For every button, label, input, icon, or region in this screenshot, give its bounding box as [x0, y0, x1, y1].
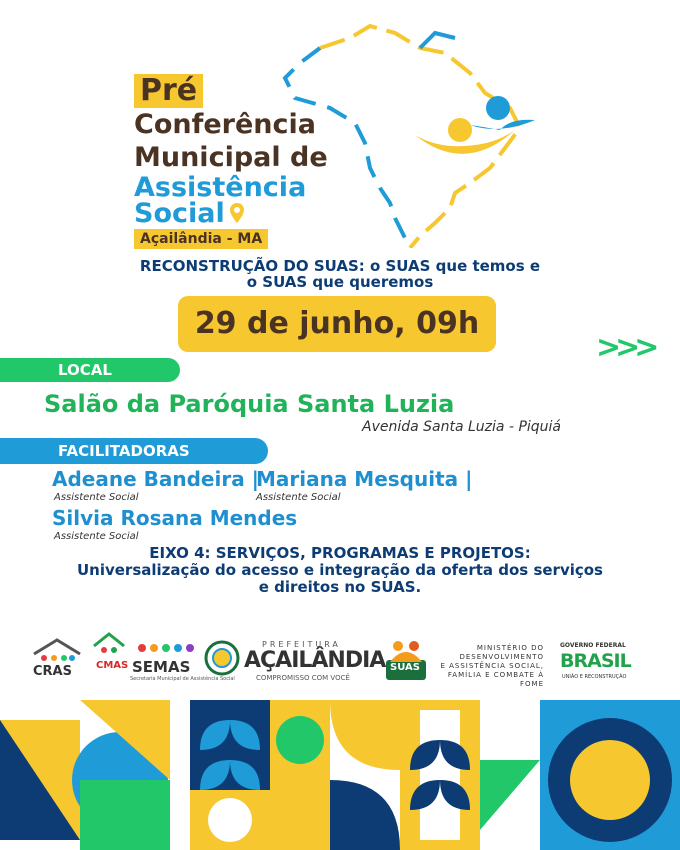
- title-assistencia: Assistência: [134, 172, 307, 203]
- local-label: LOCAL: [0, 358, 180, 382]
- ministerio-line-3: E ASSISTÊNCIA SOCIAL,: [440, 662, 544, 670]
- axis-text: [20, 545, 660, 596]
- suas-text: SUAS: [390, 662, 420, 673]
- geometric-pattern-band: [0, 700, 680, 850]
- axis-line-2: Universalização do acesso e integração da oferta dos serviços: [76, 561, 603, 579]
- prefeitura-text: PREFEITURA: [262, 640, 341, 649]
- acailandia-logo-text: AÇAILÂNDIA: [244, 648, 386, 673]
- cmas-logo: [92, 632, 126, 662]
- cmas-text: CMAS: [96, 660, 129, 671]
- axis-line-1: EIXO 4: SERVIÇOS, PROGRAMAS E PROJETOS:: [149, 544, 531, 562]
- uniao-text: UNIÃO E RECONSTRUÇÃO: [562, 674, 627, 680]
- municipal-seal: [204, 640, 240, 676]
- facilitator-name-1: Adeane Bandeira |: [52, 467, 259, 491]
- semas-subtitle: Secretaria Municipal de Assistência Social: [130, 676, 235, 682]
- facilitator-name-3: Silvia Rosana Mendes: [52, 506, 298, 530]
- facilitator-role-2: Assistente Social: [256, 492, 341, 503]
- ministerio-line-1: MINISTÉRIO DO: [476, 644, 544, 652]
- semas-text: SEMAS: [132, 658, 191, 676]
- venue-name: Salão da Paróquia Santa Luzia: [44, 390, 455, 418]
- date-badge: 29 de junho, 09h: [178, 296, 496, 352]
- theme-line-1: RECONSTRUÇÃO DO SUAS: o SUAS que temos e: [139, 257, 541, 275]
- title-social: Social: [134, 198, 225, 229]
- arrows-icon: >>>: [596, 330, 654, 365]
- ministerio-line-4: FAMÍLIA E COMBATE À FOME: [447, 671, 544, 688]
- theme-text: [100, 258, 580, 290]
- cras-text: CRAS: [33, 664, 72, 679]
- theme-line-2: o SUAS que queremos: [246, 273, 434, 291]
- city-label: Açailândia - MA: [134, 229, 268, 249]
- axis-line-3: e direitos no SUAS.: [258, 578, 422, 596]
- facilitators-label: FACILITADORAS: [0, 438, 268, 464]
- facilitator-role-3: Assistente Social: [54, 531, 139, 542]
- ministerio-line-2: DESENVOLVIMENTO: [459, 653, 544, 661]
- title-municipal: Municipal de: [134, 142, 328, 173]
- title-conferencia: Conferência: [134, 109, 316, 140]
- logos-row: [0, 630, 680, 690]
- facilitator-role-1: Assistente Social: [54, 492, 139, 503]
- suas-logo: [384, 636, 428, 682]
- people-figure-icon: [410, 90, 540, 170]
- title-pre: Pré: [134, 74, 203, 108]
- compromisso-text: COMPROMISSO COM VOCÊ: [256, 674, 350, 682]
- facilitator-name-2: Mariana Mesquita |: [256, 467, 473, 491]
- governo-federal-text: GOVERNO FEDERAL: [560, 642, 626, 649]
- venue-address: Avenida Santa Luzia - Piquiá: [362, 419, 562, 435]
- ministerio-block: [432, 644, 544, 689]
- location-pin-icon: [230, 203, 244, 223]
- brasil-logo-text: BRASIL: [560, 650, 631, 672]
